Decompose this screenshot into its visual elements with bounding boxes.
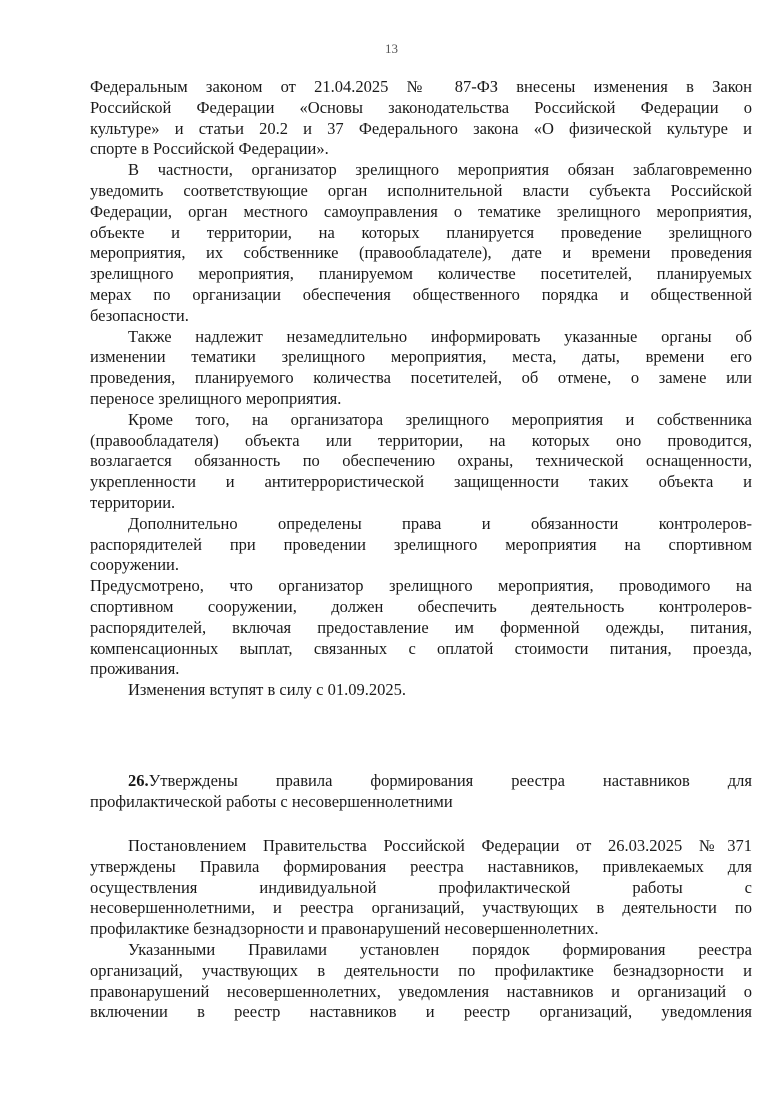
section-heading-line-1: [90, 771, 752, 792]
text-line: спортивном сооружении, должен обеспечить деятельность контролеров-: [90, 596, 752, 616]
body-text-block-1: [90, 77, 752, 701]
text-line: распорядителей, включая предоставление им форменной одежды, питания,: [90, 617, 752, 637]
text-line: переносе зрелищного мероприятия.: [90, 388, 342, 408]
text-line: изменении тематики зрелищного мероприятия, места, даты, времени его: [90, 347, 752, 367]
text-line: несовершеннолетними, и реестра организаций, участвующих в деятельности по: [90, 898, 752, 918]
text-line: организаций, участвующих в деятельности по профилактике безнадзорности и: [90, 960, 752, 980]
text-line: Предусмотрено, что организатор зрелищного мероприятия, проводимого на: [90, 576, 752, 596]
text-line: возлагается обязанность по обеспечению охраны, технической оснащенности,: [90, 451, 752, 471]
text-line: спорте в Российской Федерации».: [90, 139, 329, 159]
text-line: Федеральным законом от 21.04.2025 № 87-ФЗ внесены изменения в Закон: [90, 77, 752, 96]
text-line: Кроме того, на организатора зрелищного мероприятия и собственника: [128, 409, 752, 429]
text-line: Федерации, орган местного самоуправления о тематике зрелищного мероприятия,: [90, 201, 752, 221]
text-line: проведения, планируемого количества посетителей, об отмене, о замене или: [90, 368, 752, 388]
text-line: Указанными Правилами установлен порядок формирования реестра: [128, 939, 752, 959]
text-line: профилактике безнадзорности и правонарушений несовершеннолетних.: [90, 919, 599, 939]
text-line: уведомить соответствующие орган исполнительной власти субъекта Российской: [90, 180, 752, 200]
section-number: 26.: [128, 771, 149, 790]
text-line: включении в реестр наставников и реестр организаций, уведомления: [90, 1002, 752, 1022]
text-line: осуществления индивидуальной профилактической работы с: [90, 877, 752, 897]
text-line: проживания.: [90, 659, 180, 679]
text-line: Также надлежит незамедлительно информировать указанные органы об: [128, 326, 752, 346]
text-line: правонарушений несовершеннолетних, уведомления наставников и организаций о: [90, 981, 752, 1001]
text-line: сооружении.: [90, 555, 180, 575]
text-line: укрепленности и антитеррористической защищенности таких объекта и: [90, 472, 752, 492]
page-number: 13: [385, 41, 398, 56]
text-line: безопасности.: [90, 305, 189, 325]
text-line: зрелищного мероприятия, планируемом количестве посетителей, планируемых: [90, 264, 752, 284]
text-line: Дополнительно определены права и обязанности контролеров-: [128, 513, 752, 533]
text-line: утверждены Правила формирования реестра наставников, привлекаемых для: [90, 856, 752, 876]
text-line: (правообладателя) объекта или территории, на которых оно проводится,: [90, 430, 752, 450]
text-line: культуре» и статьи 20.2 и 37 Федерального закона «О физической культуре и: [90, 118, 752, 138]
section-heading-line-2: профилактической работы с несовершеннолетними: [90, 791, 453, 811]
text-line: объекте и территории, на которых планируется проведение зрелищного: [90, 222, 752, 242]
text-line: распорядителей при проведении зрелищного мероприятия на спортивном: [90, 534, 752, 554]
section-title-part-1: Утверждены правила формирования реестра наставников для: [148, 771, 752, 790]
text-line: В частности, организатор зрелищного мероприятия обязан заблаговременно: [128, 160, 752, 180]
text-line: компенсационных выплат, связанных с оплатой стоимости питания, проезда,: [90, 638, 752, 658]
text-line: Российской Федерации «Основы законодательства Российской Федерации о: [90, 97, 752, 117]
text-line: Изменения вступят в силу с 01.09.2025.: [128, 680, 407, 700]
section-heading: [90, 771, 752, 813]
text-line: мероприятия, их собственнике (правообладателе), дате и времени проведения: [90, 243, 752, 263]
text-line: Постановлением Правительства Российской Федерации от 26.03.2025 №371: [128, 836, 752, 855]
text-line: мерах по организации обеспечения общественного порядка и общественной: [90, 284, 752, 304]
body-text-block-2: [90, 836, 752, 1023]
text-line: территории.: [90, 492, 176, 512]
